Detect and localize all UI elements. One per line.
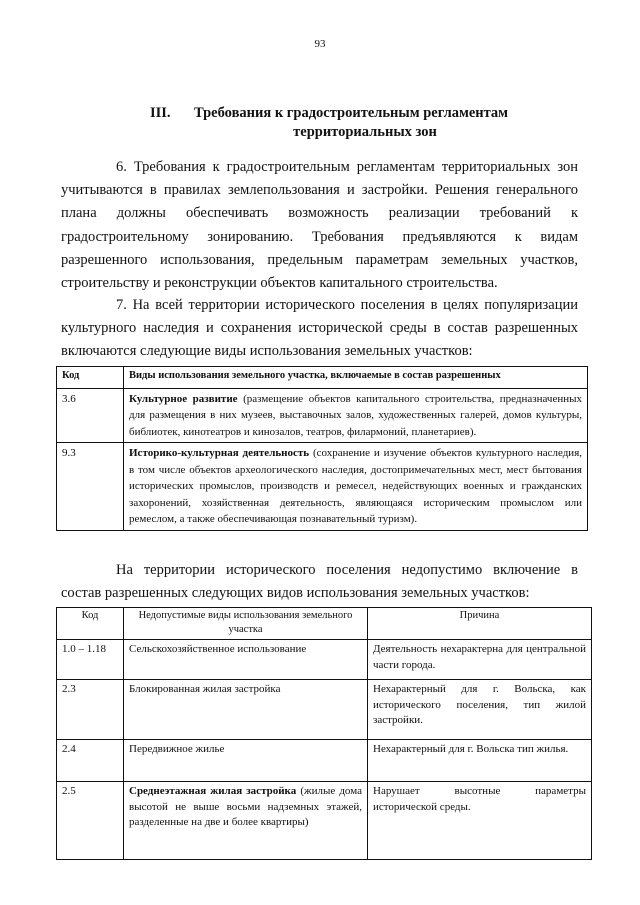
col-header-code: Код xyxy=(57,608,124,640)
row-reason: Нехарактерный для г. Вольска, как исторического поселения, тип жилой застройки. xyxy=(368,680,592,740)
use-name: Культурное развитие xyxy=(129,392,238,405)
use-name: Передвижное жилье xyxy=(129,743,225,755)
table-row xyxy=(57,680,592,740)
table-header-row xyxy=(57,367,588,389)
use-name: Историко-культурная деятельность xyxy=(129,447,310,459)
row-reason: Нехарактерный для г. Вольска тип жилья. xyxy=(368,740,592,782)
section-number: III. xyxy=(150,105,171,121)
row-kind xyxy=(124,782,368,860)
section-title-line2: территориальных зон xyxy=(293,124,437,140)
col-header-reason: Причина xyxy=(368,608,592,640)
row-kind xyxy=(124,680,368,740)
table-row xyxy=(57,388,588,443)
section-title-line1: Требования к градостроительным регламентам xyxy=(194,105,509,121)
paragraph-7: 7. На всей территории исторического поселения в целях популяризации культурного наследия и сохранения исторической среды в состав разрешенных включаются следующие виды использования земельных участков: xyxy=(61,297,578,360)
table-row xyxy=(57,443,588,531)
row-code: 9.3 xyxy=(57,443,124,531)
page-number: 93 xyxy=(314,38,326,50)
row-code: 1.0 – 1.18 xyxy=(57,640,124,680)
paragraph-6: 6. Требования к градостроительным регламентам территориальных зон учитываются в правилах землепользования и застройки. Решения генерального плана должны обеспечивать возможность реализации требований к градостроительному зонированию. Требования предъявляются к видам разрешенного использования, предельным параметрам земельных участков, строительству и реконструкции объектов капитального строительства. xyxy=(61,159,578,292)
row-description xyxy=(124,443,588,531)
row-reason: Деятельность нехарактерна для центральной части города. xyxy=(368,640,592,680)
paragraph-8: На территории исторического поселения недопустимо включение в состав разрешенных следующих видов использования земельных участков: xyxy=(61,562,578,602)
use-name: Блокированная жилая застройка xyxy=(129,683,281,695)
row-code: 2.4 xyxy=(57,740,124,782)
table-row xyxy=(57,640,592,680)
col-header-code: Код xyxy=(57,367,124,389)
section-heading xyxy=(150,104,550,142)
table-row xyxy=(57,782,592,860)
row-kind xyxy=(124,640,368,680)
use-details: (размещение объектов капитального строительства, предназначенных для размещения в них музеев, выставочных залов, художественных галерей, домов культуры, библиотек, кинотеатров и кинозалов, театров, филармоний, планетариев). xyxy=(129,392,582,438)
prohibited-uses-table xyxy=(56,607,592,860)
allowed-uses-table xyxy=(56,366,588,531)
col-header-kind: Недопустимые виды использования земельного участка xyxy=(124,608,368,640)
row-kind xyxy=(124,740,368,782)
row-reason: Нарушает высотные параметры исторической среды. xyxy=(368,782,592,860)
table-row xyxy=(57,740,592,782)
row-description xyxy=(124,388,588,443)
use-details: (сохранение и изучение объектов культурного наследия, в том числе объектов археологического наследия, достопримечательных мест, мест бытования исторических промыслов, производств и ремесел, недействующих военных и гражданских захоронений, хозяйственная деятельность, являющаяся историческим промыслом или ремеслом, а также обеспечивающая познавательный туризм). xyxy=(129,447,583,525)
col-header-kind: Виды использования земельного участка, включаемые в состав разрешенных xyxy=(124,367,588,389)
use-name: Сельскохозяйственное использование xyxy=(129,643,307,655)
row-code: 3.6 xyxy=(57,388,124,443)
table-header-row xyxy=(57,608,592,640)
row-code: 2.3 xyxy=(57,680,124,740)
row-code: 2.5 xyxy=(57,782,124,860)
use-details: (жилые дома высотой не выше восьми надземных этажей, разделенные на две и более квартиры) xyxy=(129,785,362,828)
use-name-bold: Среднеэтажная жилая застройка xyxy=(129,785,297,797)
